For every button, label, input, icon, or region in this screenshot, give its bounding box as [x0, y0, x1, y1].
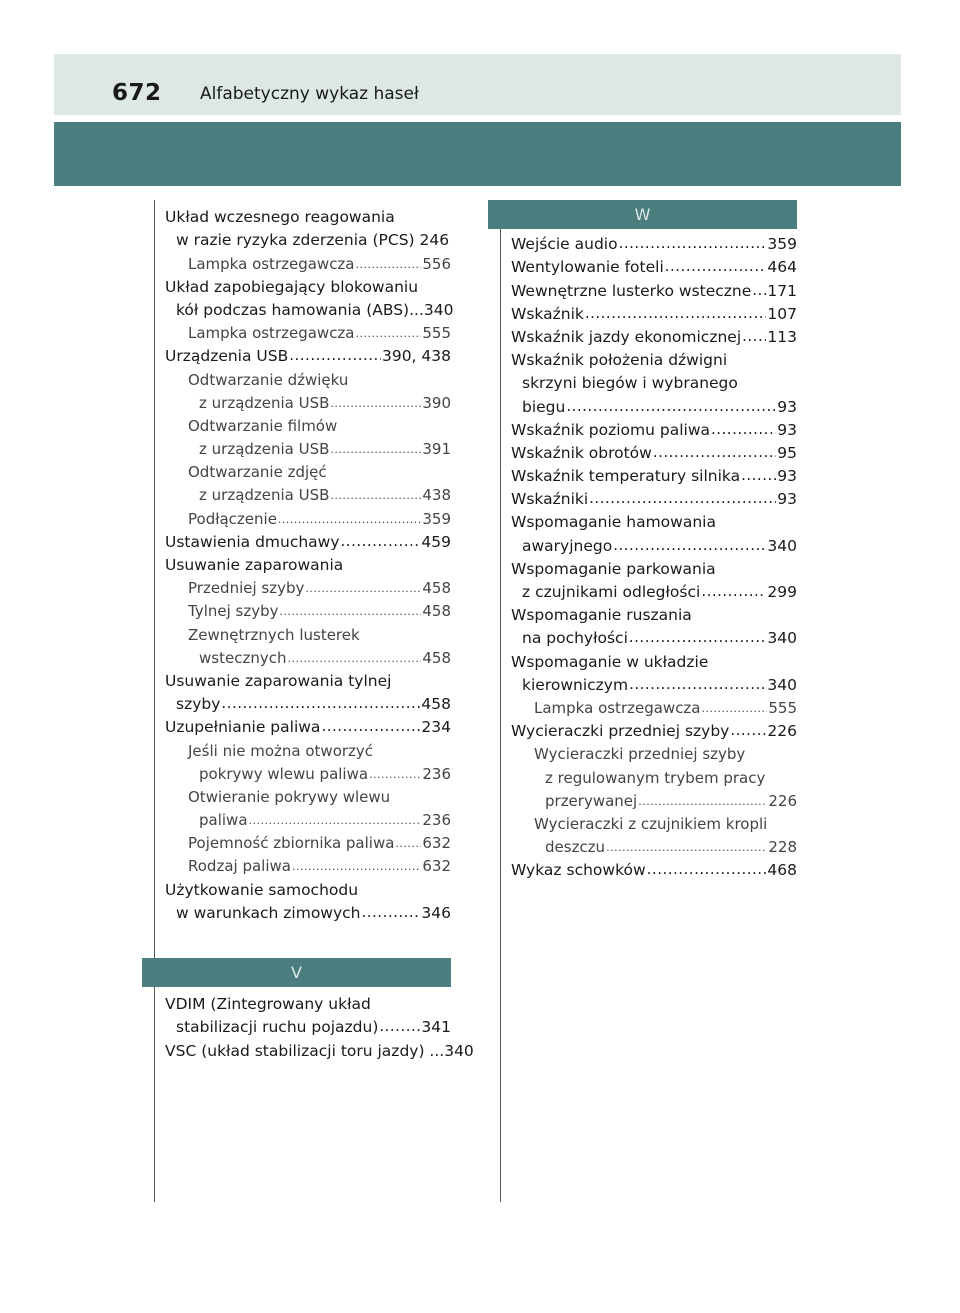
entry-page-ref: 346 [421, 903, 451, 922]
entry-page-ref: 93 [777, 490, 797, 509]
index-entry [165, 389, 451, 412]
entry-page-ref: 359 [767, 235, 797, 254]
index-entry [165, 667, 451, 690]
entry-term: Wskaźnik położenia dźwigni [511, 351, 728, 370]
index-entry [165, 249, 451, 272]
entry-term: deszczu [545, 838, 606, 857]
entry-term: Wykaz schowków [511, 861, 646, 880]
index-entry [165, 481, 451, 504]
index-entry [511, 694, 797, 717]
index-entry [165, 319, 451, 342]
dot-leader [330, 398, 421, 412]
page-title: Alfabetyczny wykaz haseł [200, 84, 419, 104]
entry-page-ref: 458 [422, 579, 451, 598]
index-entry [165, 852, 451, 875]
dot-leader [369, 769, 421, 783]
index-section-w [511, 230, 797, 879]
entry-page-ref: 113 [767, 327, 797, 346]
entry-term: Urządzenia USB [165, 347, 289, 366]
index-entry [165, 783, 451, 806]
dot-leader [362, 905, 421, 922]
dot-leader [711, 422, 776, 439]
entry-page-ref: 340 [767, 629, 797, 648]
index-entry [165, 203, 451, 226]
index-entry [511, 717, 797, 740]
index-entry [165, 713, 451, 736]
dot-leader [701, 584, 766, 601]
dot-leader [638, 796, 767, 810]
entry-term: Wskaźniki [511, 490, 589, 509]
entry-term: kierowniczym [522, 675, 629, 694]
index-entry [165, 990, 451, 1013]
entry-page-ref: 93 [777, 467, 797, 486]
dot-leader [280, 606, 422, 620]
index-entry [511, 810, 797, 833]
index-entry [165, 551, 451, 574]
dot-leader [249, 815, 422, 829]
entry-page-ref: 632 [422, 857, 451, 876]
index-entry [165, 528, 451, 551]
entry-term: z czujnikami odległości [522, 583, 701, 601]
index-entry [511, 439, 797, 462]
index-entry [511, 276, 797, 299]
entry-page-ref: 299 [767, 583, 797, 601]
entry-term: Lampka ostrzegawcza [534, 698, 701, 717]
entry-page-ref: 236 [422, 811, 451, 830]
entry-term: Wskaźnik jazdy ekonomicznej [511, 327, 742, 346]
index-entry [165, 574, 451, 597]
entry-page-ref: 228 [768, 838, 797, 857]
entry-term: Podłączenie [188, 509, 277, 528]
index-entry [165, 412, 451, 435]
dot-leader [341, 534, 421, 551]
entry-term: Wskaźnik [511, 304, 584, 323]
entry-term: kół podczas hamowania (ABS)...340 [176, 300, 454, 319]
index-entry [511, 323, 797, 346]
section-header-w: W [488, 200, 797, 229]
index-entry [165, 875, 451, 898]
index-entry [165, 342, 451, 365]
entry-page-ref: 438 [422, 486, 451, 505]
entry-term: z regulowanym trybem pracy [545, 768, 766, 787]
entry-term: Wentylowanie foteli [511, 258, 664, 277]
entry-term: Wspomaganie hamowania [511, 513, 716, 532]
entry-term: Jeśli nie można otworzyć [188, 741, 374, 760]
dot-leader [665, 259, 767, 276]
entry-term: Otwieranie pokrywy wlewu [188, 787, 391, 806]
dot-leader [287, 653, 421, 667]
dot-leader [629, 630, 767, 647]
dot-leader [395, 838, 421, 852]
entry-page-ref: 390 [422, 393, 451, 412]
index-entry [511, 647, 797, 670]
entry-page-ref: 468 [767, 861, 797, 880]
entry-term: Uzupełnianie paliwa [165, 718, 321, 737]
entry-term: Wskaźnik obrotów [511, 443, 652, 462]
entry-term: Odtwarzanie zdjęć [188, 463, 327, 482]
index-entry [165, 1013, 451, 1036]
entry-page-ref: 556 [422, 254, 451, 273]
entry-page-ref: 226 [768, 791, 797, 810]
entry-term: Układ zapobiegający blokowaniu [165, 277, 419, 296]
entry-page-ref: 464 [767, 258, 797, 277]
index-entry [511, 671, 797, 694]
entry-term: Zewnętrznych lusterek [188, 625, 360, 644]
dot-leader [321, 719, 420, 736]
dot-leader [629, 677, 766, 694]
entry-term: VSC (układ stabilizacji toru jazdy) ...340 [165, 1041, 474, 1060]
entry-page-ref: 93 [777, 397, 797, 416]
dot-leader [742, 329, 766, 346]
index-entry [165, 829, 451, 852]
entry-term: Wejście audio [511, 235, 618, 254]
index-entry [511, 624, 797, 647]
entry-term: Rodzaj paliwa [188, 857, 291, 876]
index-entry [511, 833, 797, 856]
index-entry [165, 458, 451, 481]
entry-page-ref: 95 [777, 443, 797, 462]
entry-page-ref: 171 [767, 281, 797, 300]
index-entry [165, 806, 451, 829]
entry-page-ref: 234 [421, 718, 451, 737]
entry-term: w razie ryzyka zderzenia (PCS) 246 [176, 231, 450, 250]
entry-page-ref: 632 [422, 834, 451, 853]
entry-term: przerywanej [545, 791, 638, 810]
entry-term: Odtwarzanie dźwięku [188, 370, 349, 389]
entry-term: awaryjnego [522, 536, 613, 555]
dot-leader [613, 538, 766, 555]
index-entry [511, 300, 797, 323]
index-entry [511, 485, 797, 508]
entry-page-ref: 390, 438 [381, 347, 451, 366]
entry-term: Wspomaganie ruszania [511, 606, 692, 625]
entry-page-ref: 93 [777, 420, 797, 439]
entry-term: Tylnej szyby [188, 602, 279, 621]
entry-page-ref: 459 [421, 532, 451, 551]
entry-term: Wycieraczki przedniej szyby [511, 722, 730, 741]
entry-term: pokrywy wlewu paliwa [199, 764, 369, 783]
entry-term: skrzyni biegów i wybranego [522, 374, 738, 393]
entry-term: Wycieraczki z czujnikiem kropli [534, 814, 768, 833]
entry-page-ref: 236 [422, 764, 451, 783]
dot-leader [289, 348, 381, 365]
entry-page-ref: 226 [767, 722, 797, 741]
index-entry [511, 740, 797, 763]
index-column-left [165, 203, 454, 922]
index-entry [165, 760, 451, 783]
entry-term: Wspomaganie w układzie [511, 652, 709, 671]
index-entry [165, 504, 451, 527]
right-column-rule [500, 200, 501, 1202]
entry-term: stabilizacji ruchu pojazdu) [176, 1018, 379, 1037]
index-entry [511, 601, 797, 624]
dot-leader [606, 842, 767, 856]
index-entry [165, 644, 451, 667]
entry-term: Wskaźnik temperatury silnika [511, 467, 741, 486]
entry-term: z urządzenia USB [199, 486, 330, 505]
entry-page-ref: 555 [768, 698, 797, 717]
dot-leader [585, 306, 767, 323]
dot-leader [305, 583, 421, 597]
index-entry [511, 856, 797, 879]
entry-term: szyby [176, 695, 221, 714]
dot-leader [330, 490, 421, 504]
entry-term: paliwa [199, 811, 248, 830]
entry-page-ref: 458 [422, 602, 451, 621]
dot-leader [356, 328, 422, 342]
entry-term: Usuwanie zaparowania tylnej [165, 671, 392, 690]
entry-term: Ustawienia dmuchawy [165, 532, 340, 551]
index-entry [165, 1036, 474, 1060]
index-entry [165, 365, 451, 388]
dot-leader [653, 445, 776, 462]
dot-leader [741, 468, 776, 485]
index-entry [511, 763, 797, 786]
entry-term: Pojemność zbiornika paliwa [188, 834, 395, 853]
entry-page-ref: 107 [767, 304, 797, 323]
dot-leader [566, 399, 776, 416]
index-entry [165, 620, 451, 643]
section-header-v: V [142, 958, 451, 987]
index-entry [165, 296, 454, 319]
index-entry [511, 531, 797, 554]
entry-term: Usuwanie zaparowania [165, 556, 344, 574]
dot-leader [292, 861, 421, 875]
entry-page-ref: 359 [422, 509, 451, 528]
index-entry [511, 416, 797, 439]
index-section-v [165, 990, 474, 1060]
entry-term: z urządzenia USB [199, 393, 330, 412]
index-entry [165, 597, 451, 620]
dot-leader [356, 259, 422, 273]
index-entry [511, 392, 797, 415]
entry-term: Wspomaganie parkowania [511, 559, 716, 578]
index-entry [165, 736, 451, 759]
entry-term: z urządzenia USB [199, 440, 330, 459]
dot-leader [221, 696, 420, 713]
index-entry [165, 226, 451, 249]
dot-leader [330, 444, 421, 458]
index-entry [511, 508, 797, 531]
entry-page-ref: 340 [767, 675, 797, 694]
index-entry [511, 346, 797, 369]
dot-leader [278, 514, 421, 528]
entry-term: Wycieraczki przedniej szyby [534, 745, 746, 764]
entry-page-ref: 340 [767, 536, 797, 555]
dot-leader [730, 723, 766, 740]
entry-term: Odtwarzanie filmów [188, 416, 338, 435]
index-entry [165, 435, 451, 458]
entry-term: VDIM (Zintegrowany układ [165, 995, 371, 1014]
index-entry [511, 369, 797, 392]
index-entry [511, 253, 797, 276]
entry-term: Wskaźnik poziomu paliwa [511, 420, 710, 439]
entry-page-ref: 391 [422, 440, 451, 459]
entry-term: Wewnętrzne lusterko wsteczne [511, 281, 752, 300]
index-entry [511, 462, 797, 485]
entry-page-ref: 458 [422, 648, 451, 667]
entry-term: Przedniej szyby [188, 579, 305, 598]
entry-term: Lampka ostrzegawcza [188, 324, 355, 343]
entry-page-ref: 458 [421, 695, 451, 714]
entry-term: biegu [522, 397, 566, 416]
entry-term: Układ wczesnego reagowania [165, 208, 395, 227]
header-accent-band [54, 122, 901, 186]
entry-term: Lampka ostrzegawcza [188, 254, 355, 273]
index-entry [511, 787, 797, 810]
entry-page-ref: 341 [421, 1018, 451, 1037]
dot-leader [647, 862, 767, 879]
entry-term: wstecznych [199, 648, 287, 667]
entry-term: Użytkowanie samochodu [165, 880, 359, 899]
index-entry [511, 230, 797, 253]
dot-leader [619, 236, 767, 253]
index-entry [165, 690, 451, 713]
entry-page-ref: 555 [422, 324, 451, 343]
dot-leader [752, 283, 766, 300]
left-column-rule [154, 200, 155, 1202]
header-band [54, 54, 901, 115]
dot-leader [702, 703, 768, 717]
index-entry [511, 555, 797, 578]
dot-leader [379, 1019, 420, 1036]
entry-term: na pochyłości [522, 629, 628, 648]
index-entry [165, 273, 451, 296]
entry-term: w warunkach zimowych [176, 903, 361, 922]
index-entry [165, 899, 451, 922]
index-entry [511, 578, 797, 601]
dot-leader [589, 491, 776, 508]
page-number: 672 [112, 80, 162, 106]
